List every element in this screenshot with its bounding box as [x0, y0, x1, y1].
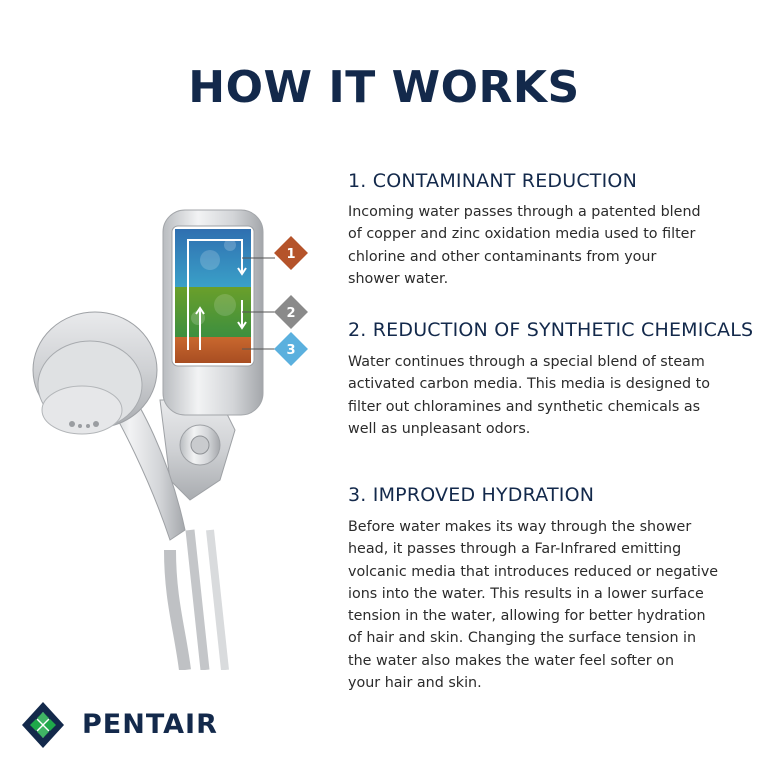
- callout-3-number: 3: [286, 343, 296, 358]
- brand-name: PENTAIR: [82, 709, 218, 740]
- section-2-body: Water continues through a special blend of steam activated carbon media. This media is designed to filter out chloramines and synthetic chemicals as well as unpleasant odors.: [348, 354, 710, 437]
- callout-2-number: 2: [286, 306, 296, 321]
- page-title: HOW IT WORKS: [188, 62, 580, 113]
- callout-1: [274, 236, 308, 270]
- section-contaminant-reduction: [348, 169, 758, 290]
- callout-1-number: 1: [286, 247, 296, 262]
- section-synthetic-chemicals: [348, 318, 758, 440]
- pentair-diamond-logo-icon: [20, 700, 66, 750]
- callout-2: [274, 295, 308, 329]
- section-improved-hydration: [348, 483, 758, 694]
- section-3-body: Before water makes its way through the shower head, it passes through a Far-Infrared emitting volcanic media that introduces reduced or negative ions into the water. This results in a lower surface tension in the water, allowing for better hydration of hair and skin. Changing the surface tension in the water also makes the water feel softer on your hair and skin.: [348, 519, 719, 692]
- section-3-heading: 3. IMPROVED HYDRATION: [348, 484, 595, 506]
- brand-logo: [20, 700, 230, 750]
- section-2-heading: 2. REDUCTION OF SYNTHETIC CHEMICALS: [348, 319, 754, 341]
- section-1-heading: 1. CONTAMINANT REDUCTION: [348, 170, 637, 192]
- callout-3: [274, 332, 308, 366]
- showerhead-filter-illustration: [20, 200, 330, 670]
- section-1-body: Incoming water passes through a patented blend of copper and zinc oxidation media used to filter chlorine and other contaminants from your shower water.: [348, 204, 701, 287]
